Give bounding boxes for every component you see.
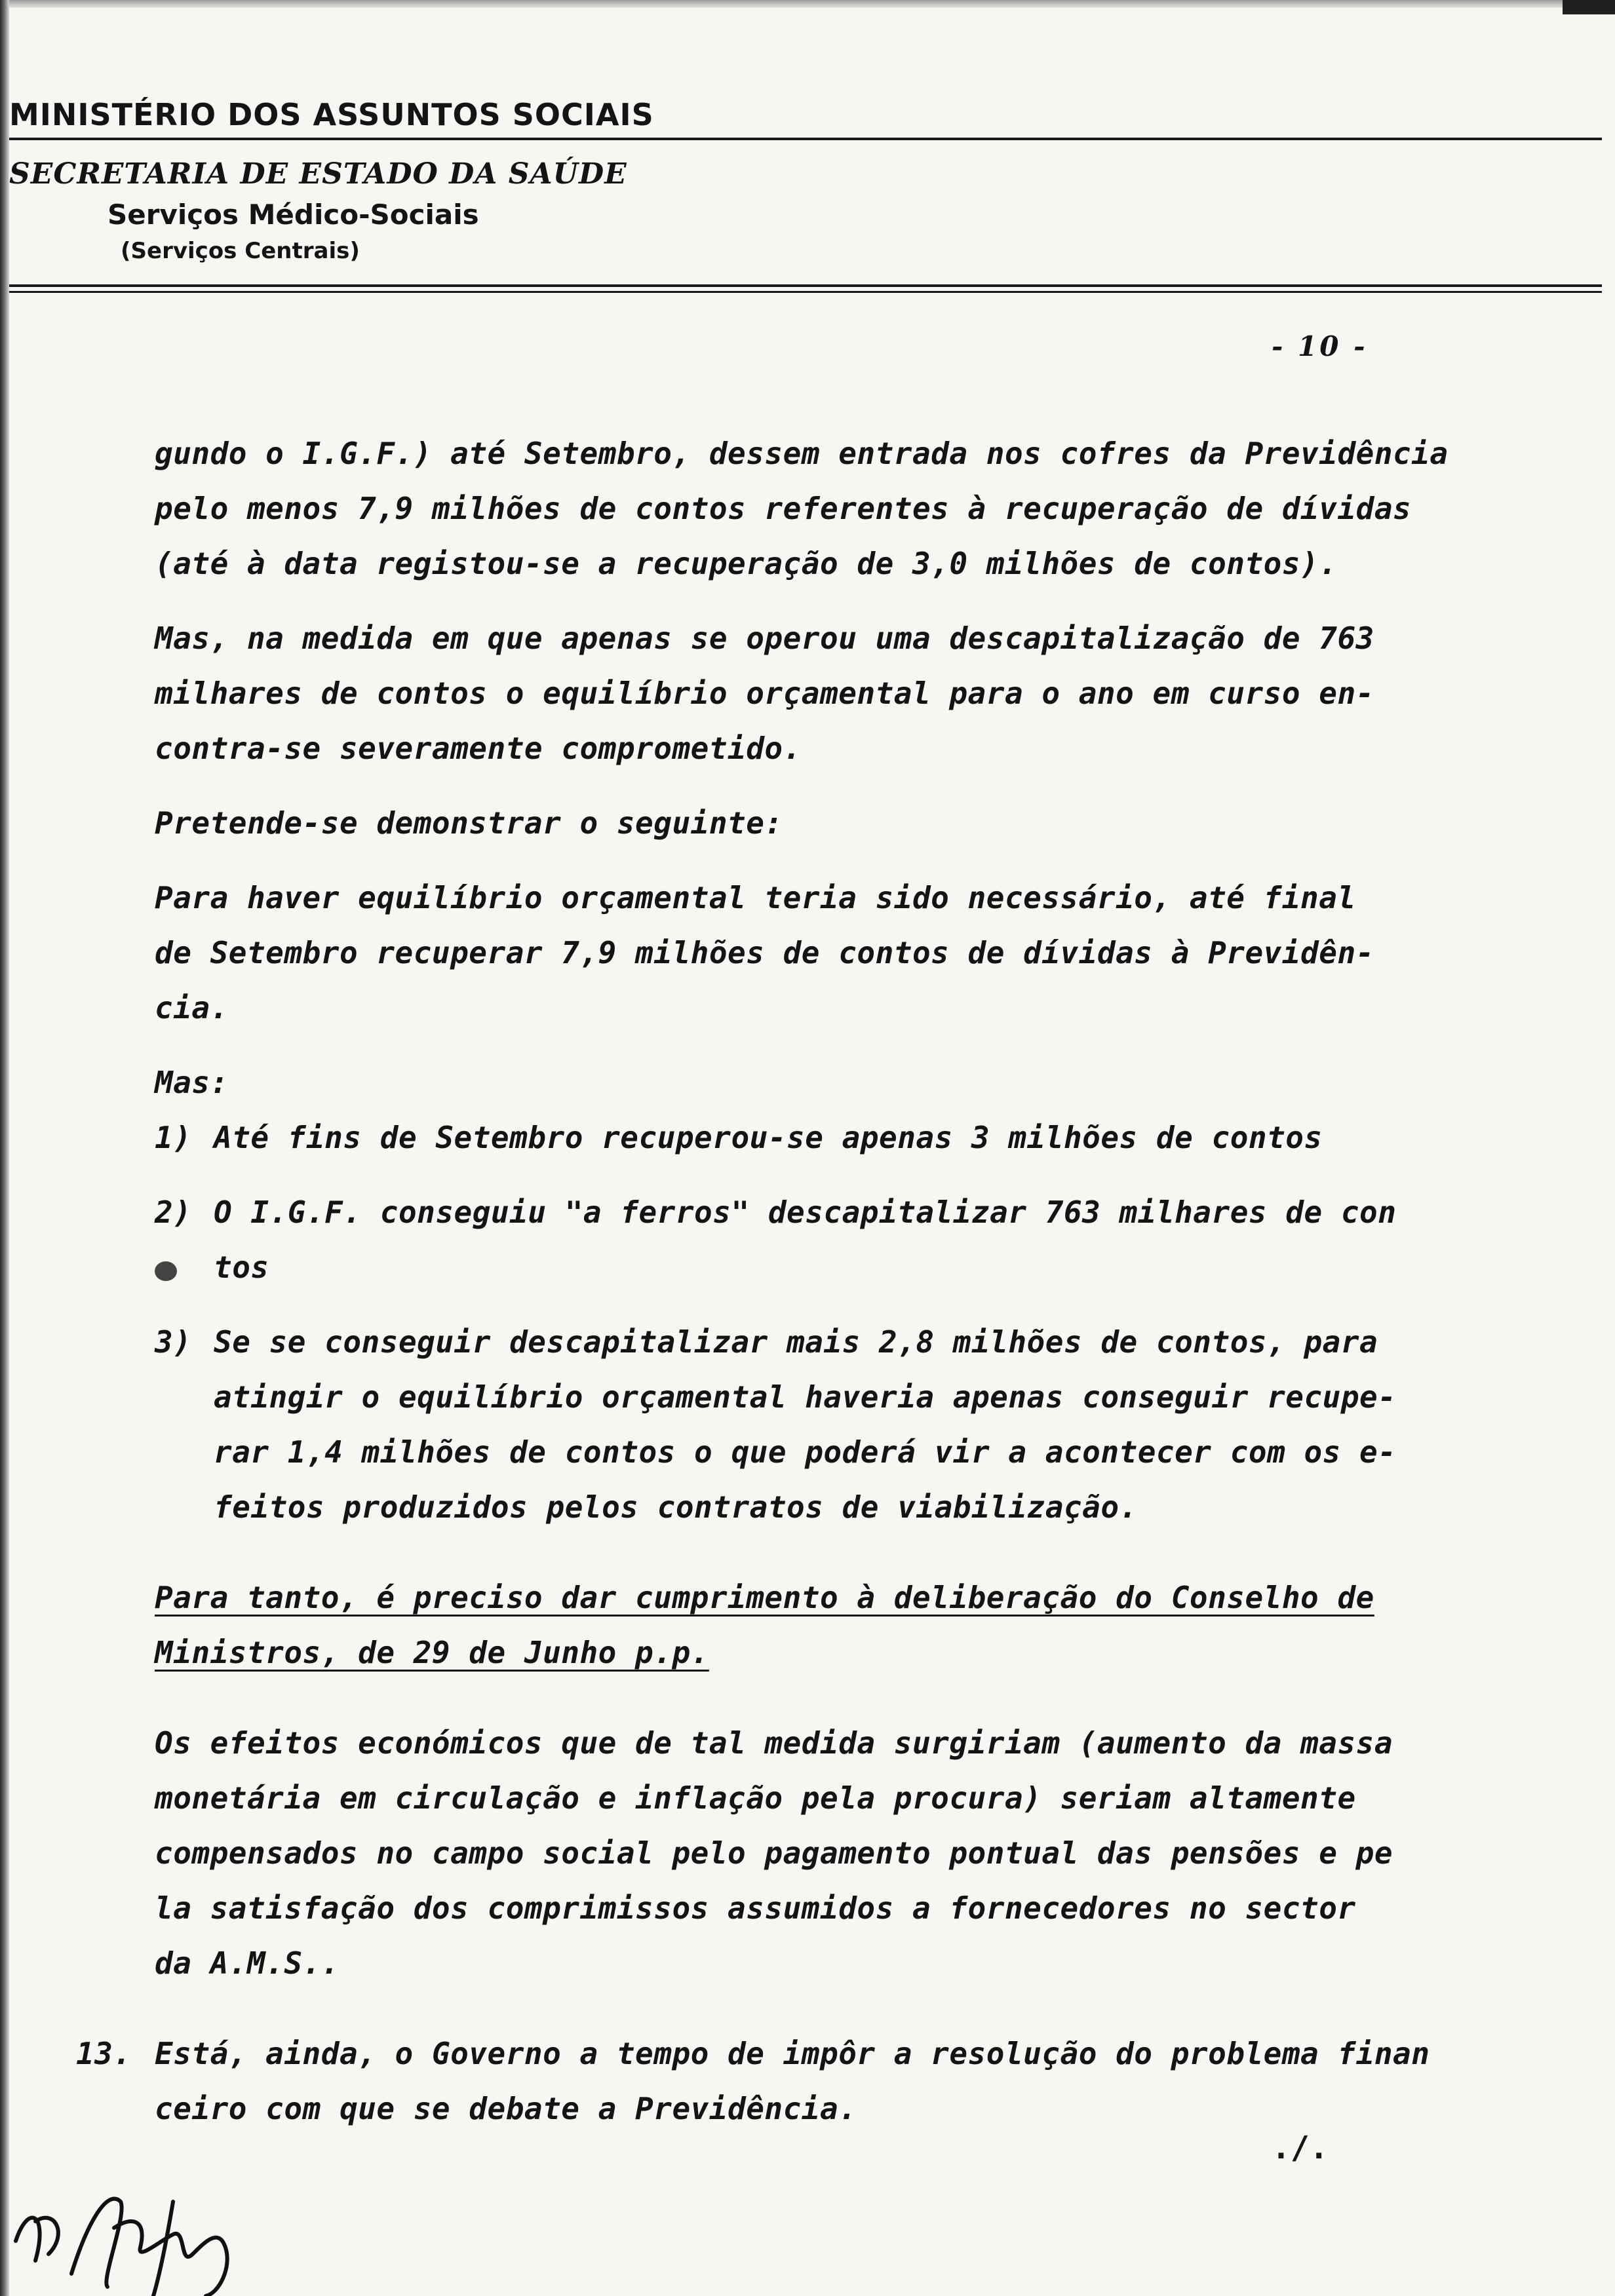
scan-left-edge xyxy=(0,0,9,2296)
text-line: compensados no campo social pelo pagamento pontual das pensões e pe xyxy=(155,1835,1393,1871)
service-name: Serviços Médico-Sociais xyxy=(107,199,479,231)
text-line: contra-se severamente comprometido. xyxy=(155,731,802,766)
letterhead-double-rule xyxy=(9,284,1602,293)
point-number: 13. xyxy=(76,2036,132,2071)
letterhead xyxy=(9,92,1602,293)
text-line: cia. xyxy=(155,990,229,1025)
text-line: atingir o equilíbrio orçamental haveria apenas conseguir recupe- xyxy=(214,1379,1397,1415)
text-line: milhares de contos o equilíbrio orçamental para o ano em curso en- xyxy=(155,676,1374,711)
list-marker: 3) xyxy=(155,1324,192,1360)
list-marker: 1) xyxy=(155,1120,192,1155)
document-body xyxy=(76,426,1557,2136)
text-line: Até fins de Setembro recuperou-se apenas 3 milhões de contos xyxy=(214,1120,1323,1155)
list-item xyxy=(155,1185,1557,1295)
handwritten-signature xyxy=(9,2162,284,2296)
ministry-name: MINISTÉRIO DOS ASSUNTOS SOCIAIS xyxy=(9,97,654,132)
text-line: de Setembro recuperar 7,9 milhões de contos de dívidas à Previdên- xyxy=(155,935,1374,970)
text-line: tos xyxy=(214,1250,269,1285)
text-line: Está, ainda, o Governo a tempo de impôr a resolução do problema finan xyxy=(155,2036,1430,2071)
ink-blot xyxy=(155,1261,177,1281)
text-line: Se se conseguir descapitalizar mais 2,8 milhões de contos, para xyxy=(214,1324,1378,1360)
text-line: Para haver equilíbrio orçamental teria sido necessário, até final xyxy=(155,880,1356,915)
list-item xyxy=(155,1314,1557,1535)
list-marker: 2) xyxy=(155,1195,192,1230)
subservice-name: (Serviços Centrais) xyxy=(121,238,360,264)
letterhead-rule xyxy=(9,138,1602,140)
text-line: rar 1,4 milhões de contos o que poderá vir a acontecer com os e- xyxy=(214,1434,1397,1470)
text-line: la satisfação dos comprimissos assumidos a fornecedores no sector xyxy=(155,1890,1356,1926)
text-line: gundo o I.G.F.) até Setembro, dessem entrada nos cofres da Previdência xyxy=(155,436,1449,471)
text-line: Pretende-se demonstrar o seguinte: xyxy=(155,805,783,841)
secretariat-name: SECRETARIA DE ESTADO DA SAÚDE xyxy=(9,157,627,191)
list-intro: Mas: xyxy=(155,1065,229,1100)
continuation-mark: ./. xyxy=(1272,2130,1329,2166)
page-number: - 10 - xyxy=(1272,330,1368,362)
numbered-point-13 xyxy=(76,2026,1557,2136)
scan-corner-mark xyxy=(1563,0,1615,14)
underlined-line: Para tanto, é preciso dar cumprimento à deliberação do Conselho de xyxy=(155,1580,1374,1615)
scan-top-edge xyxy=(0,0,1615,8)
text-line: Os efeitos económicos que de tal medida surgiriam (aumento da massa xyxy=(155,1725,1393,1761)
underlined-line: Ministros, de 29 de Junho p.p. xyxy=(155,1635,709,1670)
text-line: Mas, na medida em que apenas se operou uma descapitalização de 763 xyxy=(155,621,1374,656)
text-line: ceiro com que se debate a Previdência. xyxy=(155,2091,857,2126)
list-item xyxy=(155,1110,1557,1165)
text-line: (até à data registou-se a recuperação de 3,0 milhões de contos). xyxy=(155,546,1338,581)
text-line: feitos produzidos pelos contratos de viabilização. xyxy=(214,1489,1138,1525)
text-line: O I.G.F. conseguiu "a ferros" descapitalizar 763 milhares de con xyxy=(214,1195,1397,1230)
text-line: monetária em circulação e inflação pela procura) seriam altamente xyxy=(155,1780,1356,1816)
text-line: da A.M.S.. xyxy=(155,1945,340,1981)
text-line: pelo menos 7,9 milhões de contos referentes à recuperação de dívidas xyxy=(155,491,1412,526)
